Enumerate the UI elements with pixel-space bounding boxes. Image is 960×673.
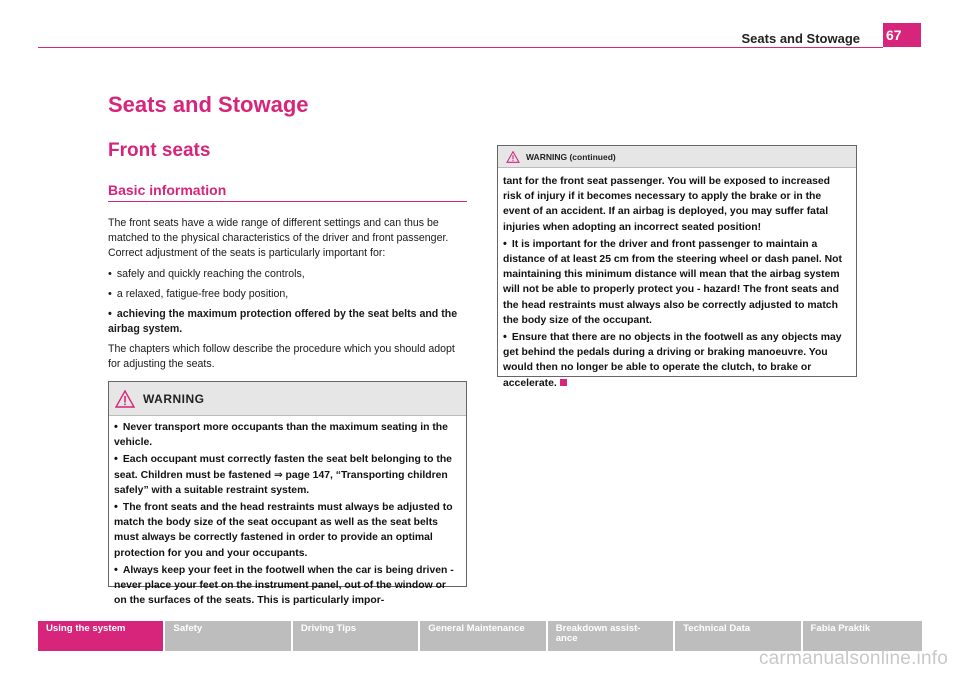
tab-general-maintenance[interactable]: [420, 621, 545, 651]
list-item: [114, 420, 461, 450]
tab-using-the-system[interactable]: [38, 621, 163, 651]
tab-driving-tips[interactable]: [293, 621, 418, 651]
bullet-glyph: •: [114, 453, 118, 466]
bullet-glyph: •: [114, 563, 118, 576]
bullet-glyph: •: [108, 308, 112, 320]
tab-fabia-praktik[interactable]: [803, 621, 922, 651]
tab-label: General Maintenance: [428, 623, 525, 634]
warning-lead-text: tant for the front seat passenger. You will be exposed to increased risk of injury if it becomes necessary to apply the brake or in the event of an accident. If an airbag is deployed, you may suffer fatal injuries when adopting an incorrect seated position!: [503, 176, 830, 233]
warning-box: [108, 381, 467, 607]
warning-continued-header: [498, 146, 856, 168]
bullet-glyph: •: [108, 268, 112, 280]
tab-label: Fabia Praktik: [810, 623, 871, 634]
page-number: 67: [883, 23, 921, 47]
list-item: [114, 452, 461, 498]
warning-continued-title: WARNING (continued): [526, 151, 616, 162]
tab-label: Using the system: [46, 623, 126, 634]
list-item: [114, 500, 461, 561]
header-rule: [38, 47, 883, 48]
tab-label-line2: ance: [555, 633, 578, 644]
warning-triangle-icon: [115, 390, 135, 408]
warning-title: WARNING: [143, 391, 205, 406]
tab-label: Driving Tips: [300, 623, 357, 634]
list-item-text: achieving the maximum protection offered by the seat belts and the airbag system.: [108, 308, 458, 335]
header-title: Seats and Stowage: [741, 31, 860, 46]
end-square-icon: [560, 379, 567, 386]
warning-continued-box: [497, 145, 857, 389]
tab-breakdown-assistance[interactable]: [548, 621, 673, 651]
section-title: Front seats: [108, 140, 211, 161]
list-item-text: safely and quickly reaching the controls,: [116, 268, 305, 280]
warning-body: [109, 416, 466, 608]
list-item: [108, 287, 468, 302]
footer-nav: [38, 621, 922, 651]
warning-header: [109, 382, 466, 416]
bullet-glyph: •: [503, 331, 507, 344]
outro-paragraph: The chapters which follow describe the procedure which you should adopt for adjusting the seats.: [108, 343, 455, 370]
watermark: carmanualsonline.info: [758, 648, 948, 669]
bullet-glyph: •: [108, 288, 112, 300]
list-item: [108, 307, 468, 337]
warning-triangle-icon: [506, 151, 520, 163]
tab-label: Breakdown assist-: [555, 623, 641, 634]
list-item-text: The front seats and the head restraints must always be adjusted to match the body size of the seat occupant as well as the seat belts must always be correctly fastened in order to provide an optimal protection for you and your occupants.: [114, 502, 453, 559]
bullet-glyph: •: [114, 421, 118, 433]
list-item-text: Never transport more occupants than the maximum seating in the vehicle.: [114, 422, 448, 449]
list-item-text: Ensure that there are no objects in the footwell as any objects may get behind the pedals during a driving or braking manoeuvre. You would then no longer be able to operate the clutch, to brake or accelerate.: [503, 332, 842, 389]
tab-safety[interactable]: [165, 621, 290, 651]
list-item-text: Always keep your feet in the footwell when the car is being driven - never place your feet on the instrument panel, out of the window or on the surfaces of the seats. This is particularly impor-: [114, 564, 454, 607]
tab-label: Safety: [173, 623, 203, 634]
list-item: [503, 330, 851, 391]
list-item: [114, 563, 461, 609]
tab-label: Technical Data: [683, 623, 751, 634]
list-item-text: Each occupant must correctly fasten the seat belt belonging to the seat. Children must be fastened ⇒ page 147, “Transporting children safely” with a suitable restraint system.: [114, 454, 452, 496]
list-item: [108, 267, 468, 282]
body-text: [108, 216, 468, 378]
tab-technical-data[interactable]: [675, 621, 800, 651]
bullet-glyph: •: [503, 237, 507, 250]
list-item: [503, 237, 851, 328]
list-item-text: It is important for the driver and front passenger to maintain a distance of at least 25 cm from the steering wheel or dash panel. Not maintaining this minimum distance will mean that the airbag system will not be able to properly protect you - hazard! The front seats and the head restraints must always also be correctly adjusted to match the body size of the occupant.: [503, 238, 842, 326]
list-item-text: a relaxed, fatigue-free body position,: [116, 288, 289, 300]
bullet-glyph: •: [114, 501, 118, 514]
subsection-title: Basic information: [108, 182, 227, 198]
subsection-rule: [108, 201, 467, 202]
chapter-title: Seats and Stowage: [108, 92, 309, 117]
warning-continued-body: [498, 168, 856, 391]
intro-paragraph: The front seats have a wide range of different settings and can thus be matched to the physical characteristics of the driver and front passenger. Correct adjustment of the seats is particularly important for:: [108, 217, 449, 259]
